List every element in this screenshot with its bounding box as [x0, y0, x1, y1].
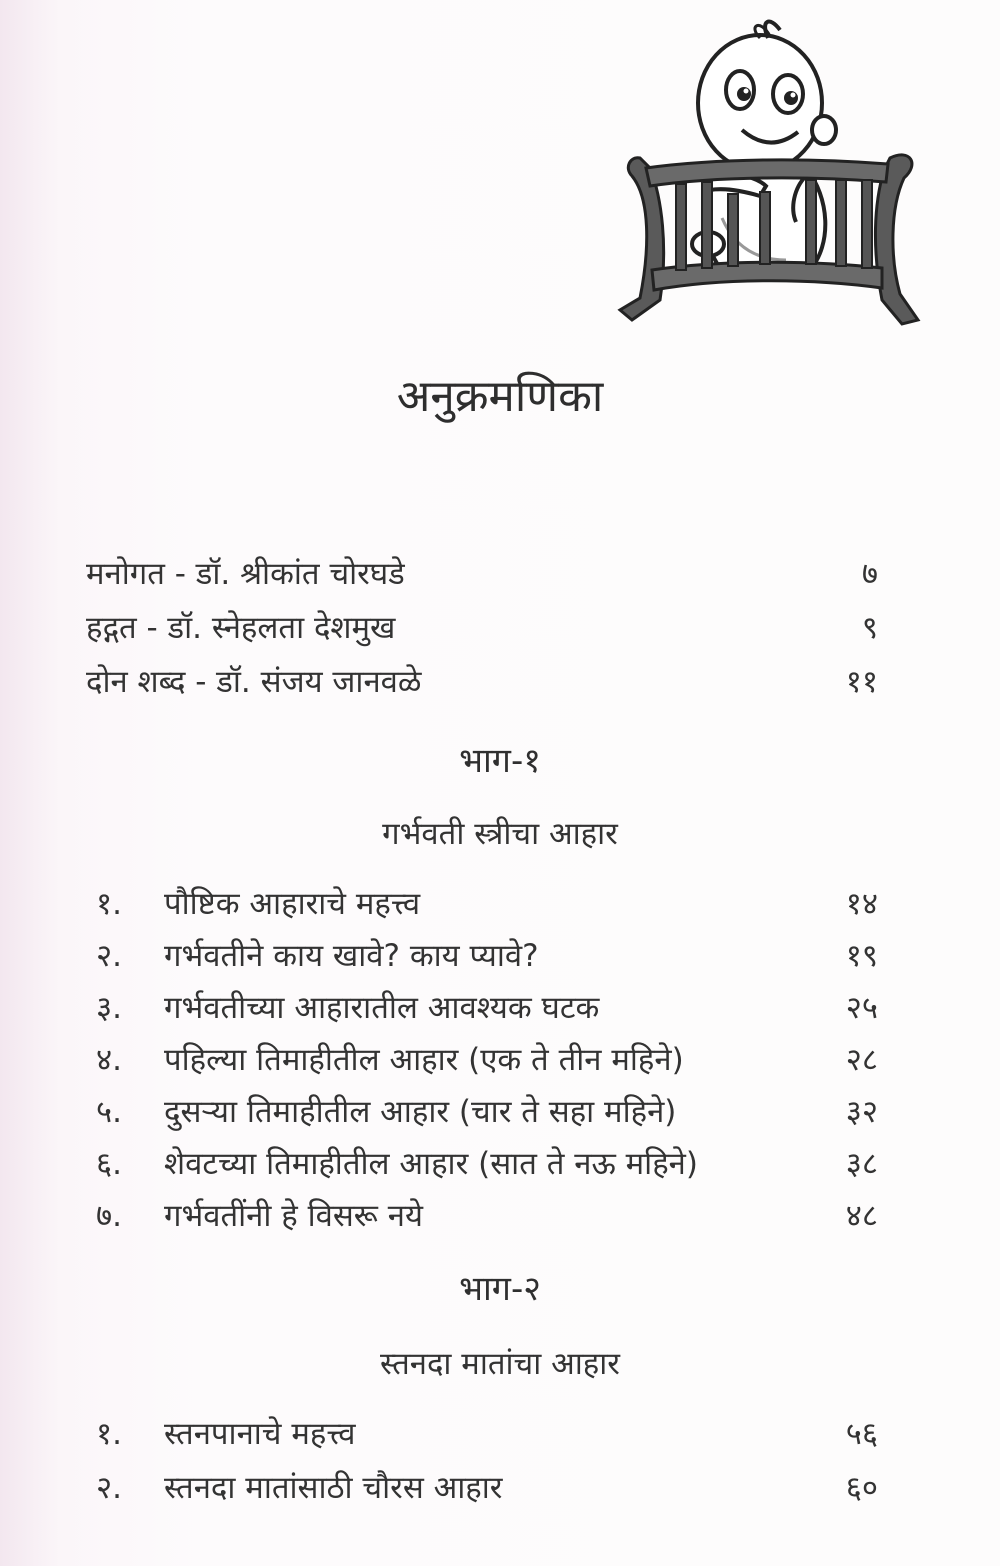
- toc-entry: [0, 934, 1000, 984]
- toc-entry: [0, 1038, 1000, 1088]
- toc-entry-label: मनोगत - डॉ. श्रीकांत चोरघडे: [86, 556, 405, 592]
- part-subtitle: गर्भवती स्त्रीचा आहार: [382, 816, 618, 852]
- toc-entry: [0, 882, 1000, 932]
- toc-entry-page: ११: [845, 664, 878, 700]
- toc-entry-number: ४.: [96, 1042, 122, 1078]
- toc-entry-number: १.: [96, 886, 122, 922]
- toc-entry: [0, 606, 1000, 656]
- baby-in-crib-illustration: [610, 8, 930, 338]
- toc-entry-page: ३२: [845, 1094, 878, 1130]
- toc-entry-number: ५.: [96, 1094, 122, 1130]
- toc-entry-number: १.: [96, 1416, 122, 1452]
- toc-entry: [0, 1090, 1000, 1140]
- toc-entry-label: गर्भवतीच्या आहारातील आवश्यक घटक: [164, 990, 600, 1026]
- toc-entry: [0, 660, 1000, 710]
- toc-entry-number: ३.: [96, 990, 122, 1026]
- toc-entry: [0, 1194, 1000, 1244]
- page-title: अनुक्रमणिका: [396, 371, 604, 422]
- toc-entry-page: १९: [845, 938, 878, 974]
- toc-entry-page: ५६: [845, 1416, 878, 1452]
- toc-entry: [0, 1466, 1000, 1516]
- toc-entry-page: ७: [861, 556, 878, 592]
- toc-entry-page: २५: [845, 990, 878, 1026]
- toc-entry: [0, 1142, 1000, 1192]
- toc-entry-label: दोन शब्द - डॉ. संजय जानवळे: [86, 664, 422, 700]
- toc-entry-label: दुसऱ्या तिमाहीतील आहार (चार ते सहा महिने): [164, 1094, 677, 1130]
- part-heading: भाग-२: [459, 1269, 541, 1309]
- toc-entry-page: ३८: [845, 1146, 878, 1182]
- toc-entry-label: स्तनदा मातांसाठी चौरस आहार: [164, 1470, 503, 1506]
- toc-entry-page: ४८: [845, 1198, 878, 1234]
- toc-entry-label: गर्भवतींनी हे विसरू नये: [164, 1198, 423, 1234]
- toc-entry-number: ६.: [96, 1146, 122, 1182]
- toc-entry-label: स्तनपानाचे महत्त्व: [164, 1416, 356, 1452]
- toc-entry: [0, 552, 1000, 602]
- toc-entry: [0, 1412, 1000, 1462]
- toc-entry-page: १४: [845, 886, 878, 922]
- toc-entry-label: गर्भवतीने काय खावे? काय प्यावे?: [164, 938, 539, 974]
- toc-entry-label: हद्गत - डॉ. स्नेहलता देशमुख: [86, 610, 396, 646]
- toc-entry-number: २.: [96, 938, 122, 974]
- toc-entry-page: २८: [845, 1042, 878, 1078]
- toc-entry-label: पौष्टिक आहाराचे महत्त्व: [164, 886, 421, 922]
- part-subtitle: स्तनदा मातांचा आहार: [380, 1346, 620, 1382]
- toc-entry-page: ६०: [845, 1470, 878, 1506]
- part-heading: भाग-१: [459, 741, 541, 781]
- toc-entry-number: ७.: [96, 1198, 122, 1234]
- toc-entry-label: शेवटच्या तिमाहीतील आहार (सात ते नऊ महिने): [164, 1146, 698, 1182]
- toc-entry: [0, 986, 1000, 1036]
- toc-entry-label: पहिल्या तिमाहीतील आहार (एक ते तीन महिने): [164, 1042, 684, 1078]
- toc-entry-page: ९: [861, 610, 878, 646]
- toc-entry-number: २.: [96, 1470, 122, 1506]
